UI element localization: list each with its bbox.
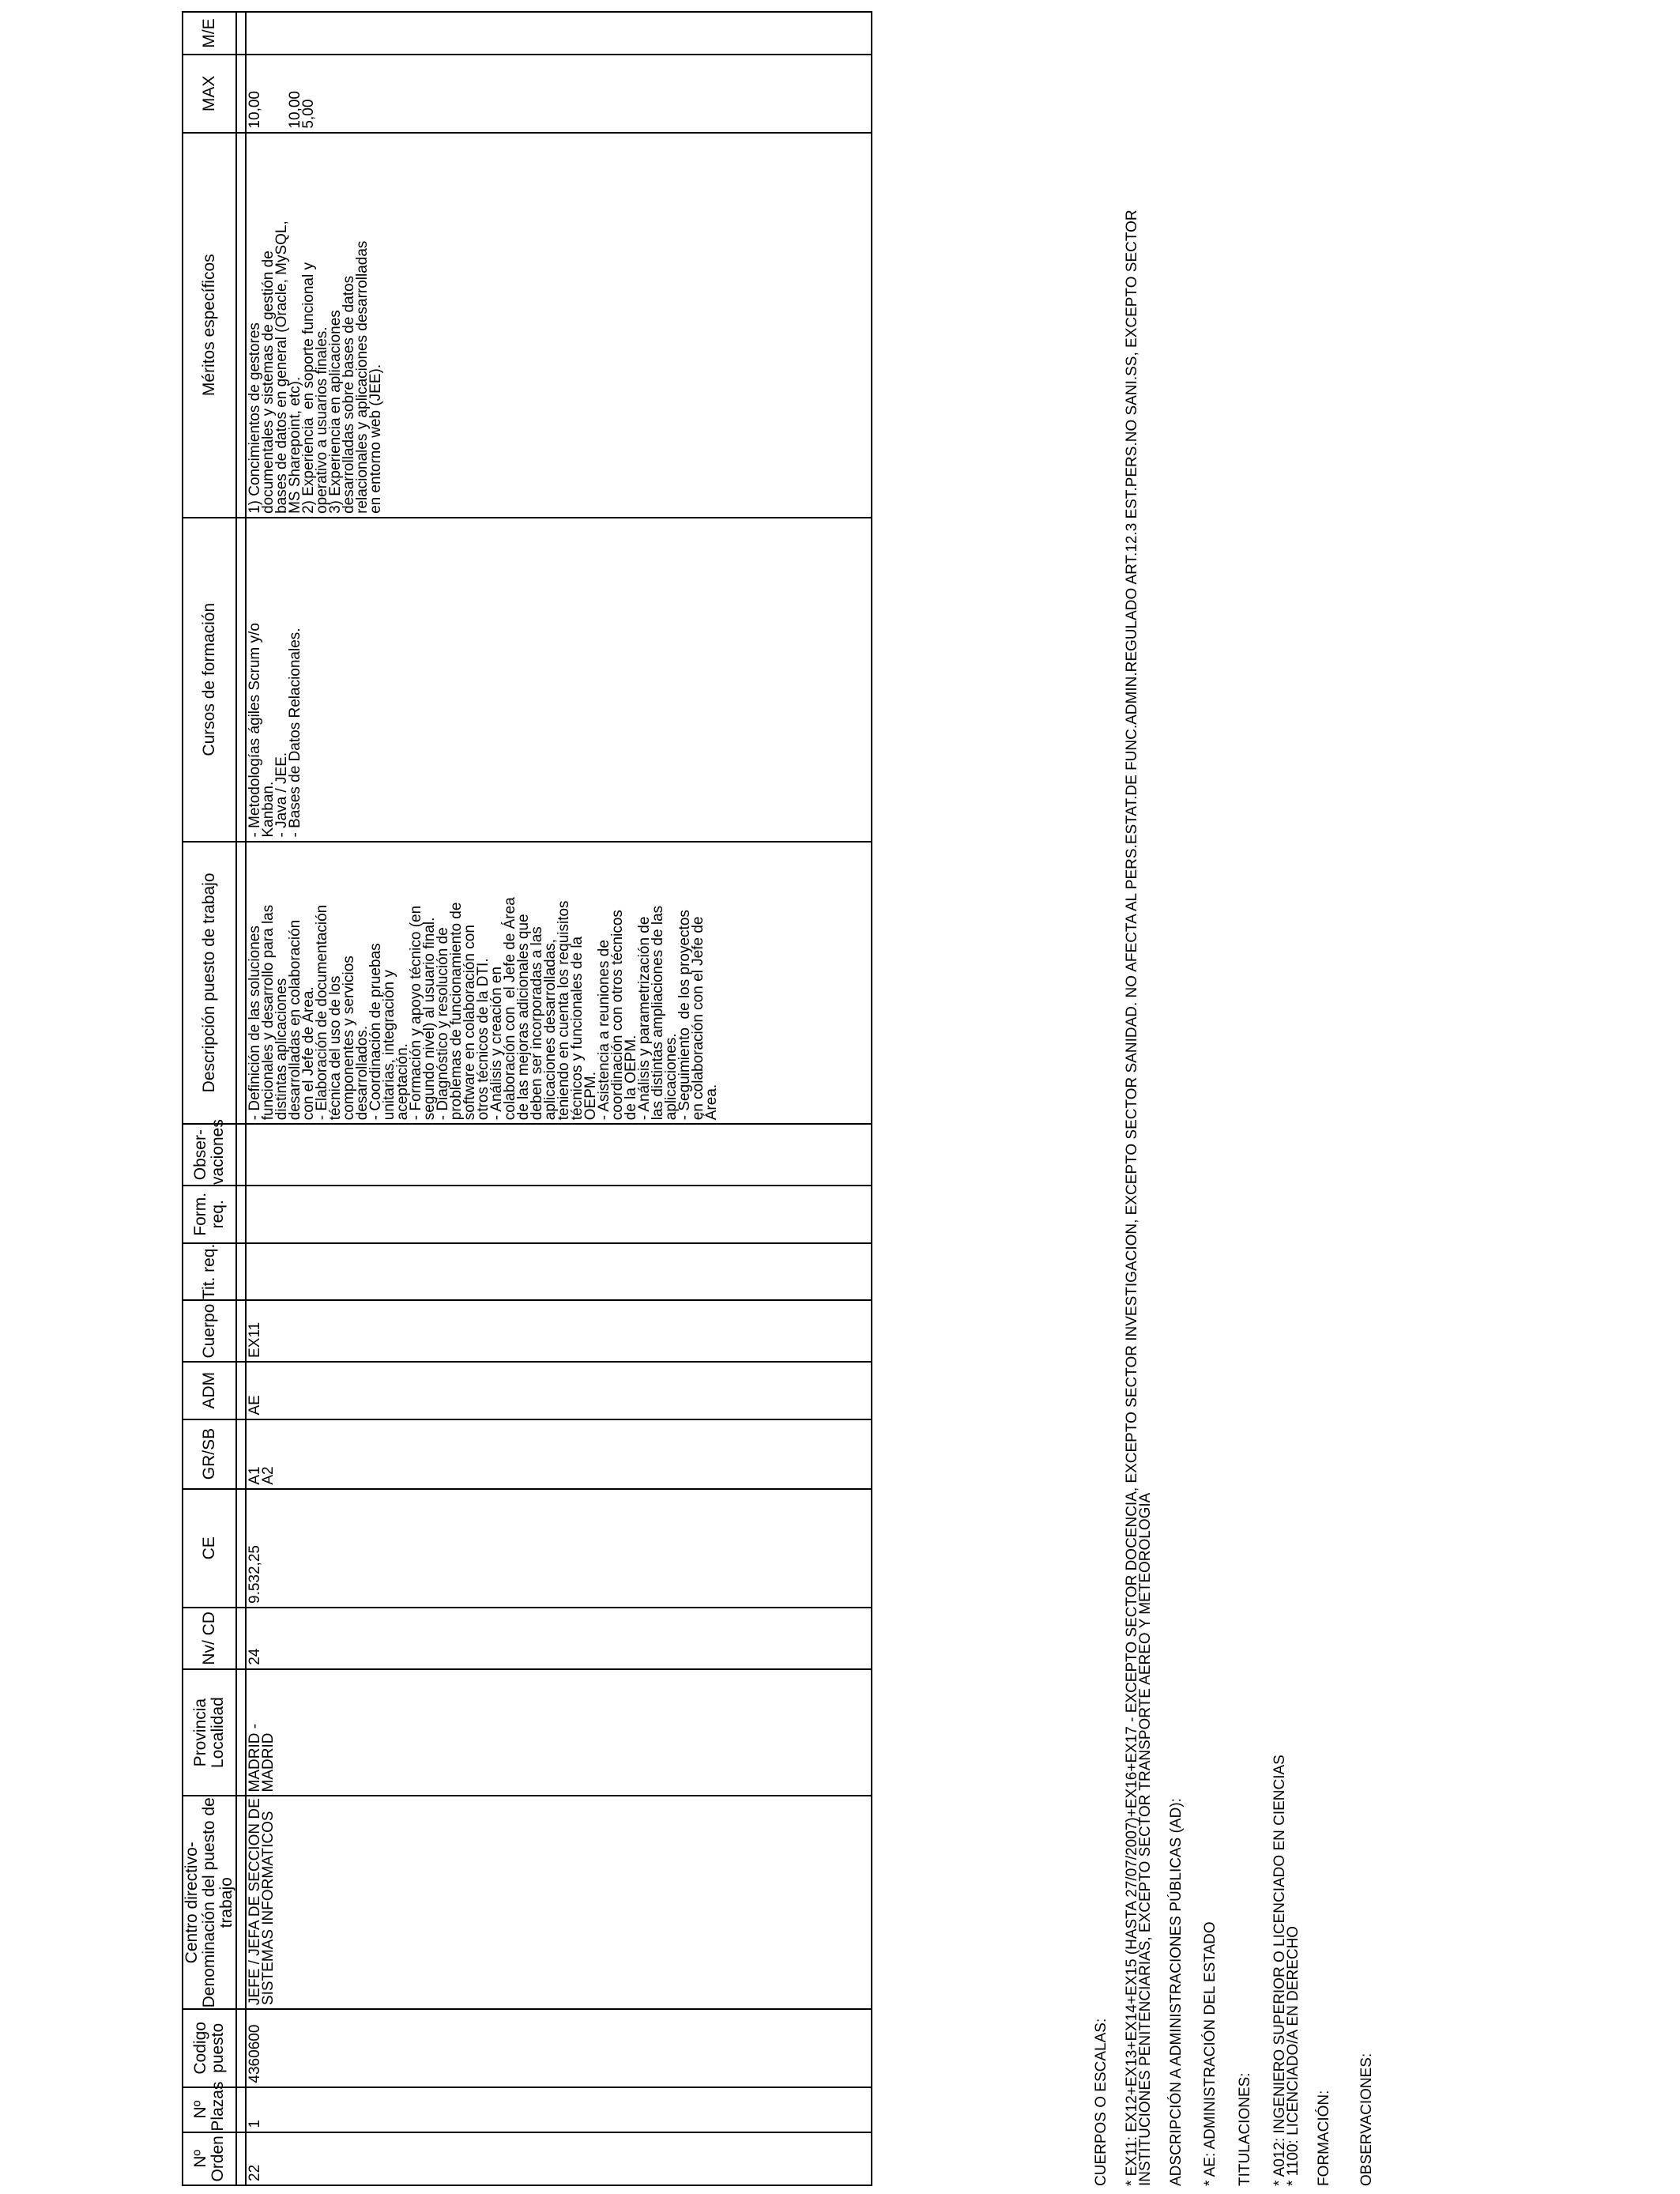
text-line: coordinación con otros técnicos (609, 910, 626, 1121)
text-line: teniendo en cuenta los requisitos (556, 900, 572, 1121)
cell-cursos (246, 518, 872, 842)
text-line: Kanban. (260, 781, 277, 838)
cell-plazas: 1 (246, 2087, 872, 2132)
col-nivel: Nv/ CD (183, 1608, 236, 1669)
cell-ce: 9.532,25 (246, 1489, 872, 1608)
text-line: - Análisis y creación en (488, 966, 505, 1121)
stack-value: 10,00 (247, 91, 263, 129)
titulaciones-line-2: * 1100: LICENCIADO/A EN DERECHO (1285, 1925, 1301, 2186)
text-line: en entorno web (JEE). (367, 364, 384, 514)
stack-value: A2 (260, 1466, 277, 1485)
cell-codigo: 4360600 (246, 2009, 872, 2087)
col-plazas: Nº Plazas (183, 2087, 236, 2132)
cell-meritos (246, 133, 872, 518)
text-line: desarrolladas sobre bases de datos (341, 275, 357, 514)
positions-table (182, 11, 872, 2186)
text-line: MADRID (260, 1732, 277, 1793)
cell-descripcion (246, 842, 872, 1125)
text-line: de la OEPM. (623, 1035, 639, 1121)
text-line: bases de datos en general (Oracle, MySQL, (273, 221, 290, 514)
text-line: aceptación. (394, 1043, 411, 1121)
col-me: M/E (183, 12, 236, 55)
text-line: componentes y servicios (341, 956, 357, 1121)
text-line: problemas de funcionamiento de (448, 902, 465, 1121)
cell-tit (246, 1243, 872, 1301)
text-line: 1) Concimientos de gestores (247, 322, 263, 514)
adscripcion-line: * AE: ADMINISTRACIÓN DEL ESTADO (1202, 1921, 1219, 2186)
table-row (246, 12, 872, 2185)
text-line: software en colaboración con (461, 925, 478, 1121)
text-line: técnica del uso de los (327, 975, 344, 1121)
col-adm: ADM (183, 1362, 236, 1419)
text-line: las distintas ampliaciones de las (650, 905, 666, 1121)
text-line: otros técnicos de la DTI. (475, 958, 492, 1121)
col-grsb: GR/SB (183, 1419, 236, 1489)
text-line: relacionales y aplicaciones desarrolladas (354, 240, 371, 514)
text-line: documentales y sistemas de gestión de (260, 251, 277, 514)
stack-value: 10,00 (287, 91, 303, 129)
cell-max (246, 55, 872, 133)
text-line: - Diagnóstico y resolución de (435, 927, 451, 1121)
text-line: OEPM. (582, 1072, 599, 1121)
stack-value: A1 (247, 1466, 263, 1485)
text-line: desarrolladas en colaboración (287, 919, 303, 1121)
text-line: MADRID - (247, 1723, 263, 1793)
col-cursos: Cursos de formación (183, 518, 236, 842)
text-line: segundo nivel) al usuario final. (421, 917, 438, 1121)
text-line: SISTEMAS INFORMATICOS (260, 1811, 277, 2006)
col-centro: Centro directivo-Denominación del puesto de trabajo (183, 1797, 235, 2008)
text-line: 2) Experiencia en soporte funcional y (300, 262, 317, 514)
text-line: aplicaciones desarrolladas, (542, 939, 559, 1121)
text-line: - Bases de Datos Relacionales. (287, 628, 303, 838)
cell-adm: AE (246, 1362, 872, 1419)
text-line: 3) Experiencia en aplicaciones (327, 310, 344, 514)
col-meritos: Méritos específicos (183, 133, 236, 518)
text-line: MS Sharepoint, etc). (287, 376, 303, 514)
text-line: - Elaboración de documentación (314, 904, 330, 1121)
cell-centro (246, 1796, 872, 2009)
text-line: operativo a usuarios finales. (314, 326, 330, 514)
col-cuerpo: Cuerpo (183, 1300, 236, 1362)
text-line: - Java / JEE. (273, 752, 290, 838)
text-line: distintas aplicaciones (273, 978, 290, 1121)
cell-orden: 22 (246, 2132, 872, 2185)
text-line: colaboración con el Jefe de Área (502, 897, 518, 1121)
col-ce: CE (183, 1489, 236, 1608)
text-line: funcionales y desarrollo para las (260, 904, 277, 1121)
titulaciones-line-1: * A012: INGENIERO SUPERIOR O LICENCIADO EN CIENCIAS (1271, 1755, 1288, 2186)
cell-grsb (246, 1419, 872, 1489)
cell-form (246, 1186, 872, 1243)
cell-provincia (246, 1669, 872, 1796)
text-line: deben ser incorporadas a las (529, 926, 545, 1121)
col-provincia: Provincia Localidad (183, 1669, 236, 1796)
text-line: con el Jefe de Área. (300, 986, 317, 1121)
text-line: - Análisis y parametrización de (636, 916, 653, 1121)
cell-obs (246, 1124, 872, 1186)
text-line: unitarias, integración y (381, 970, 397, 1121)
cuerpos-line-2: INSTITUCIONES PENITENCIARIAS, EXCEPTO SECTOR TRANSPORTE AEREO Y METEOROLOGIA (1137, 1492, 1154, 2186)
text-line: - Definición de las soluciones (247, 925, 263, 1121)
header-row (183, 12, 236, 2185)
col-descripcion: Descripción puesto de trabajo (183, 842, 236, 1125)
text-line: - Formación y apoyo técnico (en (408, 905, 424, 1121)
cell-cuerpo: EX11 (246, 1300, 872, 1362)
cuerpos-title: CUERPOS O ESCALAS: (1093, 2018, 1109, 2186)
cuerpos-line-1: * EX11: EX12+EX13+EX14+EX15 (HASTA 27/07/2007)+EX16+EX17 - EXCEPTO SECTOR DOCENCIA, EXCEPTO SECTOR INVESTIGACION, EXCEPTO SECTOR SANIDAD. NO AFECTA AL PERS.ESTAT.DE FUNC.ADMIN.REGULADO ART.12.3 EST.PERS.NO SANI.SS, EXCEPTO SECTOR (1124, 209, 1140, 2186)
text-line: aplicaciones. (663, 1033, 680, 1121)
formacion-title: FORMACIÓN: (1316, 2090, 1332, 2186)
adscripcion-title: ADSCRIPCIÓN A ADMINISTRACIONES PÚBLICAS (AD): (1168, 1798, 1185, 2186)
text-line: - Coordinación de pruebas (367, 943, 384, 1121)
col-tit: Tit. req. (183, 1243, 236, 1301)
col-codigo: Codigo puesto (183, 2009, 236, 2087)
cell-nivel: 24 (246, 1608, 872, 1669)
text-line: desarrollados. (354, 1025, 371, 1121)
text-line: JEFE / JEFA DE SECCION DE (247, 1798, 263, 2006)
col-orden: Nº Orden (183, 2132, 236, 2185)
text-line: - Metodologías ágiles Scrum y/o (247, 623, 263, 838)
titulaciones-title: TITULACIONES: (1237, 2072, 1253, 2186)
stack-value (262, 58, 275, 129)
text-line: - Seguimiento de los proyectos (676, 910, 693, 1121)
separator-row (236, 12, 246, 2185)
col-obs: Obser-vaciones (183, 1124, 236, 1186)
cell-me (246, 12, 872, 55)
col-max: MAX (183, 55, 236, 133)
col-form: Form. req. (183, 1186, 236, 1243)
text-line: de las mejoras adicionales que (515, 914, 532, 1121)
text-line: Área. (703, 1084, 720, 1121)
text-line: en colaboración con el Jefe de (690, 916, 706, 1121)
observaciones-title: OBSERVACIONES: (1358, 2053, 1375, 2186)
text-line: técnicos y funcionales de la (569, 936, 586, 1121)
text-line: - Asistencia a reuniones de (596, 940, 612, 1121)
stack-value: 5,00 (300, 99, 317, 129)
